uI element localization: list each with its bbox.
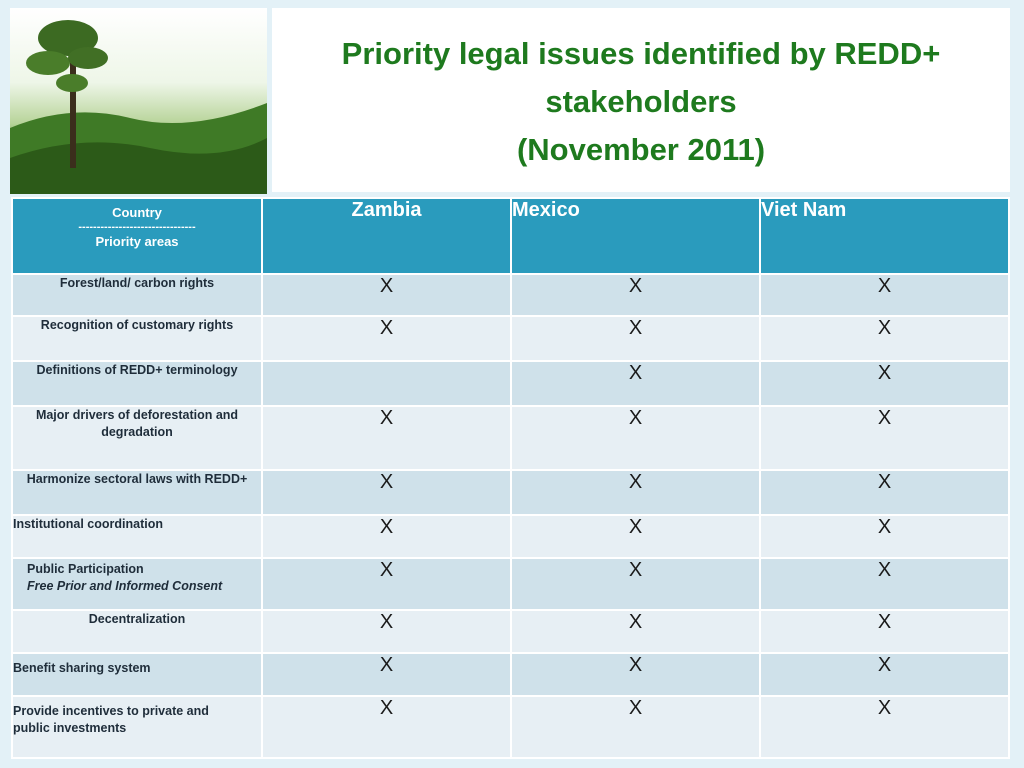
- table-row: [12, 406, 1009, 470]
- row-area-label: Benefit sharing system: [12, 653, 262, 696]
- cell-viet-nam: X: [760, 653, 1009, 696]
- cell-mexico: X: [511, 610, 760, 653]
- cell-mexico: X: [511, 696, 760, 758]
- table-row: [12, 696, 1009, 758]
- cell-zambia: X: [262, 696, 511, 758]
- cell-mexico: X: [511, 316, 760, 361]
- cell-mexico: X: [511, 274, 760, 316]
- row-area-label: Recognition of customary rights: [12, 316, 262, 361]
- priority-issues-table: [11, 197, 1010, 759]
- header-zambia: Zambia: [262, 198, 511, 274]
- tree-illustration: [10, 8, 267, 194]
- header-divider: --------------------------------: [78, 221, 196, 233]
- header-viet-nam: Viet Nam: [760, 198, 1009, 274]
- table-row: [12, 274, 1009, 316]
- cell-mexico: X: [511, 653, 760, 696]
- header-corner-cell: [12, 198, 262, 274]
- row-area-cell: [12, 558, 262, 610]
- title-line-3: (November 2011): [516, 132, 766, 167]
- cell-viet-nam: X: [760, 316, 1009, 361]
- header-priority-areas-label: Priority areas: [95, 234, 179, 249]
- cell-zambia: X: [262, 406, 511, 470]
- cell-viet-nam: X: [760, 610, 1009, 653]
- row-area-label: Decentralization: [12, 610, 262, 653]
- cell-zambia: X: [262, 274, 511, 316]
- cell-viet-nam: X: [760, 558, 1009, 610]
- table-row: [12, 515, 1009, 558]
- cell-viet-nam: X: [760, 361, 1009, 406]
- cell-zambia: X: [262, 470, 511, 515]
- table-row: [12, 558, 1009, 610]
- cell-mexico: X: [511, 361, 760, 406]
- cell-viet-nam: X: [760, 696, 1009, 758]
- title-line-2: stakeholders: [545, 84, 737, 119]
- row-area-label: Definitions of REDD+ terminology: [12, 361, 262, 406]
- table-row: [12, 470, 1009, 515]
- row-area-label: Forest/land/ carbon rights: [12, 274, 262, 316]
- cell-zambia: [262, 361, 511, 406]
- forest-tree-photo: [10, 8, 267, 194]
- cell-viet-nam: X: [760, 274, 1009, 316]
- cell-zambia: X: [262, 558, 511, 610]
- table-row: [12, 653, 1009, 696]
- cell-viet-nam: X: [760, 470, 1009, 515]
- table-header-row: [12, 198, 1009, 274]
- cell-mexico: X: [511, 558, 760, 610]
- header-mexico: Mexico: [511, 198, 760, 274]
- cell-mexico: X: [511, 515, 760, 558]
- cell-zambia: X: [262, 316, 511, 361]
- row-area-label: Public Participation: [27, 561, 144, 576]
- table-row: [12, 610, 1009, 653]
- title-panel: [272, 8, 1010, 192]
- row-area-label: Institutional coordination: [12, 515, 262, 558]
- cell-zambia: X: [262, 653, 511, 696]
- cell-viet-nam: X: [760, 515, 1009, 558]
- cell-mexico: X: [511, 406, 760, 470]
- slide-title: [272, 8, 1010, 174]
- cell-zambia: X: [262, 515, 511, 558]
- row-area-label: Major drivers of deforestation and degradation: [12, 406, 262, 470]
- table-row: [12, 316, 1009, 361]
- cell-viet-nam: X: [760, 406, 1009, 470]
- title-line-1: Priority legal issues identified by REDD+: [341, 36, 941, 71]
- row-area-label: Harmonize sectoral laws with REDD+: [12, 470, 262, 515]
- cell-mexico: X: [511, 470, 760, 515]
- row-area-sublabel: Free Prior and Informed Consent: [27, 578, 223, 593]
- row-area-label: Provide incentives to private and public investments: [12, 696, 262, 758]
- table-row: [12, 361, 1009, 406]
- header-country-label: Country: [112, 205, 162, 220]
- cell-zambia: X: [262, 610, 511, 653]
